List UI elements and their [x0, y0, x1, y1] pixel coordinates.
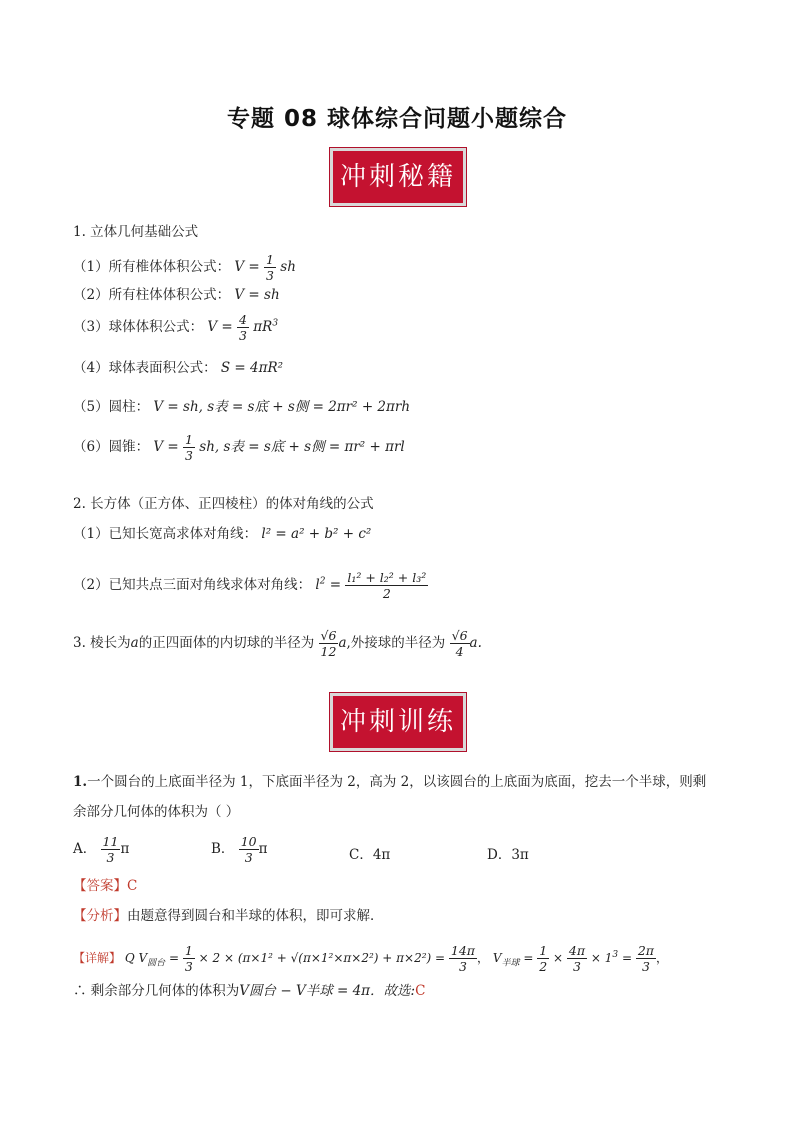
formula-diagonal-lwh: （1）已知长宽高求体对角线： l² = a² + b² + c²: [73, 526, 372, 542]
formula-pyramid-volume: （1）所有椎体体积公式： V = $\frac{1}{3}$ sh: [73, 252, 296, 283]
formula-tetrahedron-spheres: 3. 棱长为a的正四面体的内切球的半径为 $\frac{√6}{12}$ a,外接球的半径为 $\frac{√6}{4}$ a.: [73, 628, 482, 659]
analysis-line: 【分析】由题意得到圆台和半球的体积，即可求解．: [73, 908, 384, 924]
option-d: D．3π: [487, 847, 529, 863]
answer-line: 【答案】C: [73, 878, 138, 894]
fraction-ten-thirds: $\frac{10}{3}$: [240, 834, 257, 865]
formula-diagonal-faces: （2）已知共点三面对角线求体对角线： $l^2$ = $\frac{\text{l₁² + l₂² + l₃²}}{2}$: [73, 570, 427, 601]
page-title: 专题 08 球体综合问题小题综合: [226, 106, 568, 132]
banner-training: 冲刺训练: [330, 693, 466, 751]
fraction-circumscribed-radius: $\frac{√6}{4}$: [451, 628, 468, 659]
fraction-one-third: $\frac{1}{3}$: [266, 252, 274, 283]
formula-cone: （6）圆锥： V = $\frac{1}{3}$ sh, s表 = s底 + s侧 = πr² + πrl: [73, 432, 405, 463]
option-b: B． $\frac{10}{3}$ π: [211, 834, 268, 865]
fraction-one-third-cone: $\frac{1}{3}$: [185, 432, 193, 463]
fraction-face-diagonals: $\frac{\text{l₁² + l₂² + l₃²}}{2}$: [347, 570, 427, 601]
detail-line: 【详解】 Q $V_{圆台}$ = $\frac{1}{3}$ × 2 × (π×1² + √(π×1²×π×2²) + π×2²) = $\frac{14\pi}{3}$ ， $V_{半球}$ = $\frac{1}{2}$ × $\frac{4\pi}{3}$ × $1^3$ = $\frac{2\pi}{3}$ ，: [73, 943, 669, 974]
fraction-four-thirds: $\frac{4}{3}$: [239, 312, 247, 343]
question-1-line-1: 1.一个圆台的上底面半径为 1，下底面半径为 2，高为 2，以该圆台的上底面为底面，挖去一个半球，则剩: [73, 774, 707, 790]
conclusion-line: ∴ 剩余部分几何体的体积为V圆台 − V半球 = 4π．故选:C: [73, 983, 426, 999]
formula-prism-volume: （2）所有柱体体积公式： V = sh: [73, 287, 280, 303]
banner-secrets: 冲刺秘籍: [330, 148, 466, 206]
option-a: A． $\frac{11}{3}$ π: [73, 834, 130, 865]
formula-sphere-surface: （4）球体表面积公式： S = 4πR²: [73, 360, 284, 376]
formula-sphere-volume: （3）球体体积公式： V = $\frac{4}{3}$ $\pi R^3$: [73, 312, 279, 343]
heading-diagonal-formulas: 2. 长方体（正方体、正四棱柱）的体对角线的公式: [73, 496, 374, 512]
formula-cylinder: （5）圆柱： V = sh, s表 = s底 + s侧 = 2πr² + 2πrh: [73, 399, 411, 415]
question-1-line-2: 余部分几何体的体积为（ ）: [73, 804, 240, 820]
option-c: C．4π: [349, 847, 391, 863]
fraction-inscribed-radius: $\frac{√6}{12}$: [320, 628, 337, 659]
heading-basic-formulas: 1. 立体几何基础公式: [73, 224, 199, 240]
fraction-eleven-thirds: $\frac{11}{3}$: [102, 834, 119, 865]
